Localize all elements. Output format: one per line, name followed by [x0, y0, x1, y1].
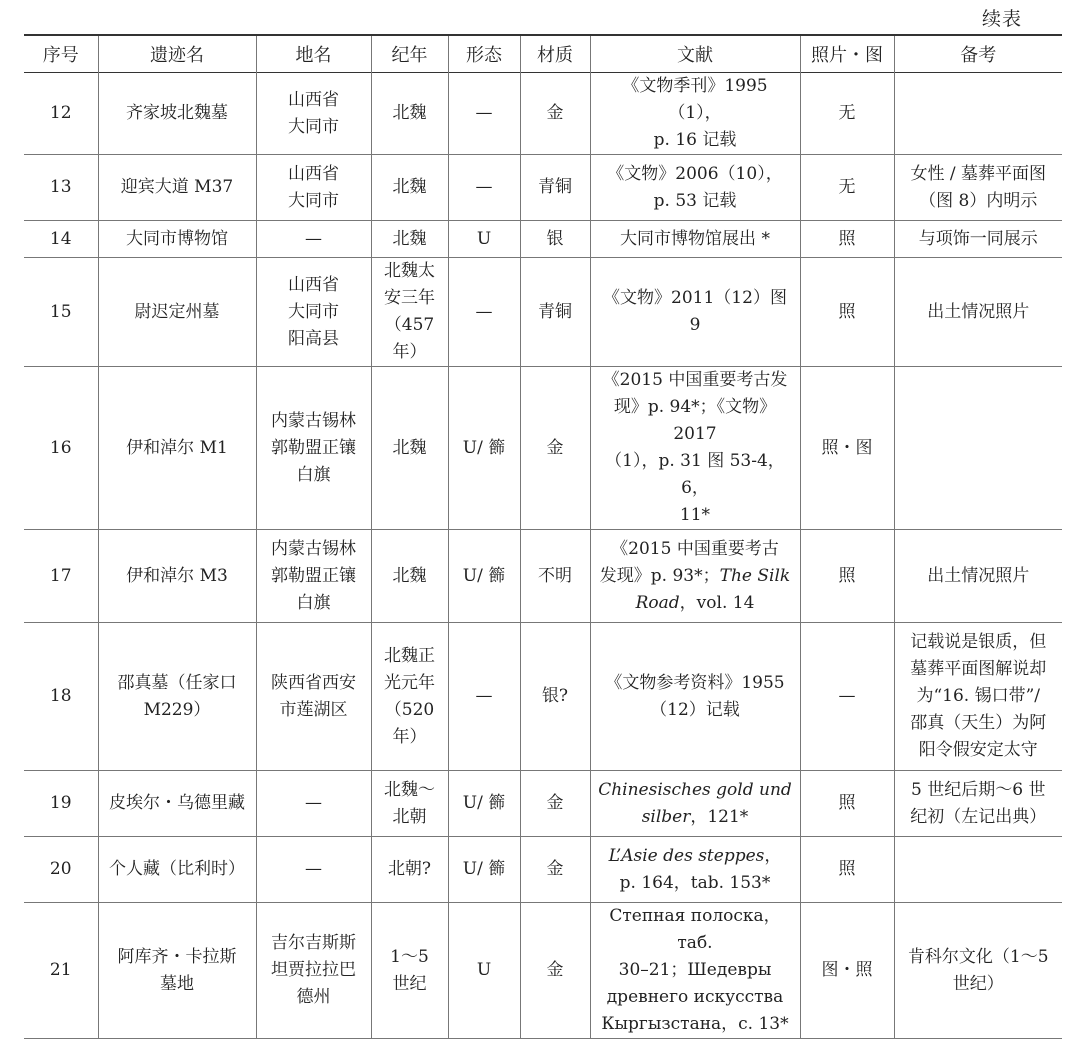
cell-reference: 《文物季刊》1995（1）， p. 16 记载	[590, 73, 800, 155]
cell-form: U/ 籂	[448, 771, 520, 837]
cell-no: 19	[49, 793, 72, 813]
cell-reference: 《2015 中国重要考古发 现》p. 94*；《文物》2017 （1），p. 31 图 53-4，6， 11*	[590, 367, 800, 530]
ref-text: ，121*	[690, 806, 749, 827]
cell-note: 出土情况照片	[894, 258, 1062, 367]
cell-note: 女性 / 墓葬平面图 （图 8）内明示	[894, 155, 1062, 221]
header-place: 地名	[256, 35, 371, 73]
cell-site: 齐家坡北魏墓	[98, 73, 256, 155]
cell-note	[894, 837, 1062, 903]
cell-form: —	[448, 623, 520, 771]
cell-site: 伊和淖尔 M3	[98, 530, 256, 623]
cell-photo: 照	[800, 221, 894, 258]
cell-era: 北魏正 光元年 （520 年）	[371, 623, 448, 771]
cell-photo: 照	[800, 530, 894, 623]
cell-form: U/ 籂	[448, 367, 520, 530]
cell-reference: Степная полоска，таб. 30–21；Шедевры древнего искусства Кыргызстана，с. 13*	[590, 903, 800, 1039]
header-form: 形态	[448, 35, 520, 73]
cell-note	[894, 73, 1062, 155]
ref-text: ，vol. 14	[679, 592, 755, 613]
table-row	[24, 221, 1062, 258]
cell-era: 1～5 世纪	[371, 903, 448, 1039]
table-row	[24, 367, 1062, 530]
cell-site: 个人藏（比利时）	[98, 837, 256, 903]
table-caption: 续表	[981, 8, 1022, 30]
table-row	[24, 903, 1062, 1039]
cell-note: 肯科尔文化（1～5 世纪）	[894, 903, 1062, 1039]
cell-place: 陕西省西安 市莲湖区	[256, 623, 371, 771]
ref-text: 《2015 中国重要考古 发现》p. 93*；	[599, 538, 779, 586]
cell-note: 记载说是银质，但 墓葬平面图解说却 为“16. 锡口带”/ 邵真（天生）为阿 阳令假安定太守	[894, 623, 1062, 771]
cell-era: 北朝?	[371, 837, 448, 903]
table-row	[24, 530, 1062, 623]
cell-form: —	[448, 73, 520, 155]
cell-reference: 《文物》2011（12）图 9	[590, 258, 800, 367]
cell-era: 北魏	[371, 367, 448, 530]
cell-photo: —	[800, 623, 894, 771]
cell-place: 山西省 大同市 阳高县	[256, 258, 371, 367]
cell-era: 北魏太 安三年 （457 年）	[371, 258, 448, 367]
table-row	[24, 155, 1062, 221]
header-note: 备考	[894, 35, 1062, 73]
header-reference: 文献	[590, 35, 800, 73]
table-header-row	[24, 35, 1062, 73]
cell-no: 17	[49, 565, 72, 586]
cell-site: 阿库齐・卡拉斯 墓地	[98, 903, 256, 1039]
table-row	[24, 771, 1062, 837]
cell-site: 大同市博物馆	[98, 221, 256, 258]
cell-note: 出土情况照片	[894, 530, 1062, 623]
ref-title-italic: Chinesisches gold und silber	[598, 779, 792, 827]
cell-material: 不明	[520, 530, 590, 623]
cell-no: 16	[49, 437, 72, 458]
cell-reference: 《文物参考资料》1955 （12）记载	[590, 623, 800, 771]
cell-no: 18	[49, 686, 72, 706]
cell-place: —	[256, 771, 371, 837]
ref-text: ， p. 164，tab. 153*	[619, 845, 782, 893]
header-material: 材质	[520, 35, 590, 73]
cell-photo: 无	[800, 73, 894, 155]
cell-site: 伊和淖尔 M1	[98, 367, 256, 530]
cell-form: —	[448, 258, 520, 367]
cell-era: 北魏	[371, 530, 448, 623]
cell-photo: 照	[800, 771, 894, 837]
cell-photo: 照	[800, 837, 894, 903]
cell-note: 5 世纪后期～6 世 纪初（左记出典）	[894, 771, 1062, 837]
cell-reference: 《文物》2006（10）， p. 53 记载	[590, 155, 800, 221]
cell-site: 迎宾大道 M37	[98, 155, 256, 221]
cell-material: 银?	[520, 623, 590, 771]
cell-era: 北魏	[371, 221, 448, 258]
header-site: 遗迹名	[98, 35, 256, 73]
cell-reference	[590, 771, 800, 837]
cell-no: 20	[49, 859, 72, 879]
cell-no: 15	[49, 301, 72, 322]
cell-place: —	[256, 221, 371, 258]
ref-title-italic: L’Asie des steppes	[608, 845, 765, 866]
cell-material: 金	[520, 73, 590, 155]
cell-no: 21	[49, 960, 72, 980]
cell-reference: 大同市博物馆展出 *	[590, 221, 800, 258]
cell-photo: 无	[800, 155, 894, 221]
cell-photo: 图・照	[800, 903, 894, 1039]
cell-place: 内蒙古锡林 郭勒盟正镶 白旗	[256, 367, 371, 530]
cell-reference	[590, 837, 800, 903]
cell-place: 内蒙古锡林 郭勒盟正镶 白旗	[256, 530, 371, 623]
cell-material: 金	[520, 837, 590, 903]
cell-material: 金	[520, 367, 590, 530]
cell-era: 北魏～ 北朝	[371, 771, 448, 837]
cell-place: 吉尔吉斯斯 坦贾拉拉巴 德州	[256, 903, 371, 1039]
cell-form: U	[448, 903, 520, 1039]
header-era: 纪年	[371, 35, 448, 73]
header-photo: 照片・图	[800, 35, 894, 73]
table-row	[24, 623, 1062, 771]
cell-no: 12	[49, 103, 72, 123]
cell-no: 14	[49, 228, 72, 249]
header-no: 序号	[42, 45, 79, 66]
table-row	[24, 837, 1062, 903]
cell-site: 尉迟定州墓	[98, 258, 256, 367]
cell-note: 与项饰一同展示	[894, 221, 1062, 258]
table-row	[24, 258, 1062, 367]
table-row	[24, 73, 1062, 155]
cell-place: —	[256, 837, 371, 903]
cell-material: 青铜	[520, 155, 590, 221]
cell-place: 山西省 大同市	[256, 73, 371, 155]
cell-no: 13	[49, 177, 72, 197]
cell-form: U	[448, 221, 520, 258]
cell-era: 北魏	[371, 73, 448, 155]
cell-material: 金	[520, 771, 590, 837]
cell-reference	[590, 530, 800, 623]
cell-form: U/ 籂	[448, 837, 520, 903]
ref-title-italic: The Silk Road	[635, 565, 791, 613]
relics-table	[24, 34, 1062, 1039]
cell-place: 山西省 大同市	[256, 155, 371, 221]
cell-site: 皮埃尔・乌德里藏	[98, 771, 256, 837]
cell-form: —	[448, 155, 520, 221]
cell-material: 金	[520, 903, 590, 1039]
cell-note	[894, 367, 1062, 530]
cell-photo: 照	[800, 258, 894, 367]
cell-form: U/ 籂	[448, 530, 520, 623]
cell-material: 青铜	[520, 258, 590, 367]
cell-era: 北魏	[371, 155, 448, 221]
cell-site: 邵真墓（任家口 M229）	[98, 623, 256, 771]
cell-material: 银	[520, 221, 590, 258]
cell-photo: 照・图	[800, 367, 894, 530]
